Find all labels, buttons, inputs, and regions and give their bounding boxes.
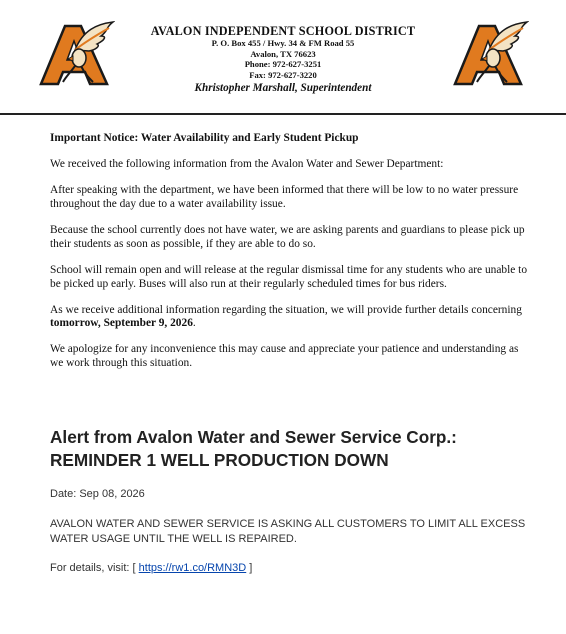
school-notice (50, 132, 530, 383)
notice-text: As we receive additional information regarding the situation, we will provide further details concerning (50, 303, 522, 316)
header-divider (0, 113, 566, 115)
details-suffix: ] (246, 562, 253, 574)
address-line-1: P. O. Box 455 / Hwy. 34 & FM Road 55 (211, 38, 355, 48)
details-link[interactable]: https://rw1.co/RMN3D (138, 562, 247, 574)
address-line-2: Avalon, TX 76623 (250, 48, 316, 59)
notice-paragraph: School will remain open and will release at the regular dismissal time for any students who are unable to be picked up early. Buses will also run at their regularly scheduled times for bus riders. (50, 263, 528, 290)
water-alert (50, 426, 540, 575)
notice-paragraph: We received the following information from the Avalon Water and Sewer Department: (50, 158, 444, 171)
superintendent-name: Khristopher Marshall, Superintendent (194, 82, 372, 95)
details-prefix: For details, visit: [ (50, 562, 139, 574)
alert-date: Date: Sep 08, 2026 (50, 488, 145, 500)
eagle-a-logo-icon (449, 20, 529, 86)
alert-title-line: Alert from Avalon Water and Sewer Service Corp.: (50, 427, 457, 447)
fax-number: Fax: 972-627-3220 (249, 69, 317, 80)
alert-body: AVALON WATER AND SEWER SERVICE IS ASKING ALL CUSTOMERS TO LIMIT ALL EXCESS WATER USAGE UNTIL THE WELL IS REPAIRED. (50, 518, 526, 545)
notice-paragraph: After speaking with the department, we have been informed that there will be low to no water pressure throughout the day due to a water availability issue. (50, 184, 519, 211)
notice-text: . (192, 317, 196, 330)
notice-paragraph: We apologize for any inconvenience this may cause and appreciate your patience and understanding as we work through this situation. (50, 343, 519, 370)
notice-paragraph (50, 304, 530, 332)
notice-paragraph: Because the school currently does not have water, we are asking parents and guardians to please pick up their students as soon as possible, if they are able to do so. (50, 224, 525, 250)
letterhead (120, 24, 446, 95)
alert-title-line: REMINDER 1 WELL PRODUCTION DOWN (50, 450, 389, 470)
notice-date-bold: tomorrow, September 9, 2026 (50, 317, 193, 330)
alert-details (50, 562, 540, 575)
district-name: AVALON INDEPENDENT SCHOOL DISTRICT (150, 24, 416, 38)
notice-heading: Important Notice: Water Availability and Early Student Pickup (50, 132, 359, 144)
alert-title (50, 426, 540, 472)
phone-number: Phone: 972-627-3251 (244, 59, 322, 70)
eagle-a-logo-icon (35, 20, 115, 86)
